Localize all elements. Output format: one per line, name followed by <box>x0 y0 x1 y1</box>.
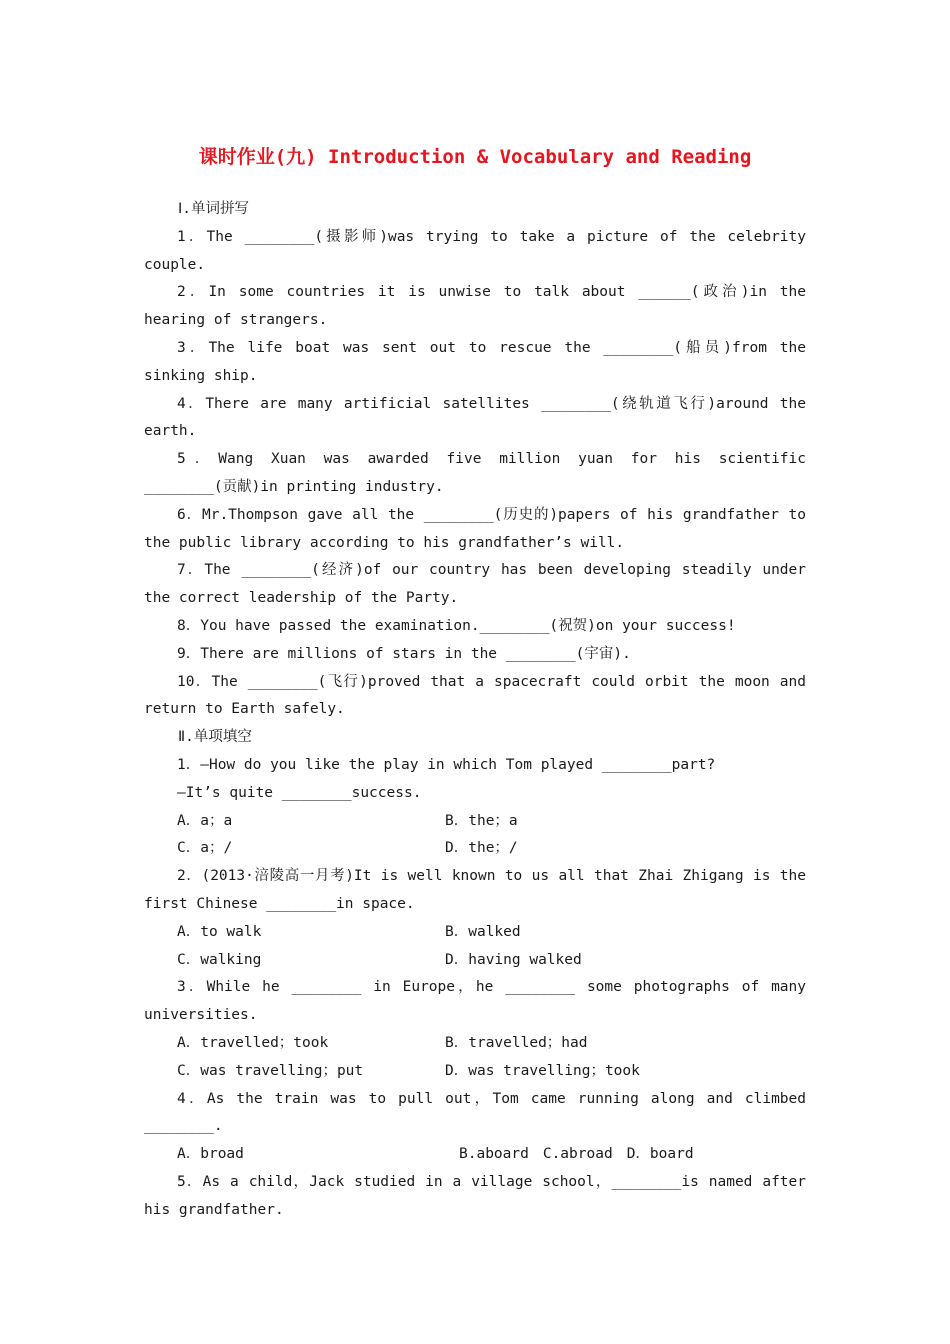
section-heading-multiple-choice: Ⅱ.单项填空 <box>178 729 252 746</box>
spelling-question-9: 9．There are millions of stars in the ________(宇宙). <box>177 645 631 662</box>
option-c: C．walking <box>177 951 262 968</box>
option-d: D．having walked <box>445 951 582 968</box>
spelling-question-2: 2．In some countries it is unwise to talk about ______(政治)in the hearing of strangers. <box>144 284 806 329</box>
option-c: C.abroad <box>542 1146 613 1163</box>
option-a: A．broad <box>177 1146 244 1163</box>
section-heading-spelling: Ⅰ.单词拼写 <box>178 201 250 217</box>
spelling-question-1: 1．The ________(摄影师)was trying to take a picture of the celebrity couple. <box>144 228 806 273</box>
choice-question-4-options <box>144 1141 806 1169</box>
choice-question-2-options-row-1 <box>144 919 806 947</box>
choice-question-1-line-2: —It’s quite ________success. <box>177 784 422 801</box>
spelling-question-8: 8．You have passed the examination.________(祝贺)on your success! <box>177 617 736 634</box>
choice-question-1-options-row-1 <box>144 808 806 836</box>
spelling-question-7: 7．The ________(经济)of our country has been developing steadily under the correct leadership of the Party. <box>144 562 806 607</box>
page-title: 课时作业(九) Introduction & Vocabulary and Reading <box>198 146 752 168</box>
option-d: D．was travelling；took <box>445 1062 640 1079</box>
option-c: C．was travelling；put <box>177 1062 364 1079</box>
choice-question-1-line-1: 1．—How do you like the play in which Tom played ________part? <box>177 756 716 773</box>
spelling-question-6: 6．Mr.Thompson gave all the ________(历史的)papers of his grandfather to the public library according to his grandfather’s will. <box>144 506 806 551</box>
option-a: A．travelled；took <box>177 1034 329 1051</box>
option-b: B．walked <box>445 923 521 940</box>
worksheet-content <box>144 196 806 1224</box>
spelling-question-10: 10．The ________(飞行)proved that a spacecraft could orbit the moon and return to Earth safely. <box>144 673 806 718</box>
choice-question-2-options-row-2 <box>144 947 806 975</box>
option-d: D．the；/ <box>445 840 518 857</box>
choice-question-5: 5．As a child，Jack studied in a village school，________is named after his grandfather. <box>144 1173 806 1218</box>
choice-question-2: 2．(2013·涪陵高一月考)It is well known to us all that Zhai Zhigang is the first Chinese ________in space. <box>144 868 806 912</box>
option-b: B.aboard <box>459 1146 529 1163</box>
option-b: B．travelled；had <box>445 1034 588 1051</box>
option-a: A．to walk <box>177 923 262 940</box>
option-d: D．board <box>626 1146 694 1163</box>
spelling-question-5: 5．Wang Xuan was awarded five million yuan for his scientific ________(贡献)in printing industry. <box>144 451 806 495</box>
spelling-question-3: 3．The life boat was sent out to rescue the ________(船员)from the sinking ship. <box>144 339 806 384</box>
choice-question-3-options-row-1 <box>144 1030 806 1058</box>
option-a: A．a；a <box>177 812 233 829</box>
choice-question-3: 3．While he ________ in Europe，he ________ some photographs of many universities. <box>144 979 806 1024</box>
choice-question-4: 4．As the train was to pull out，Tom came running along and climbed ________. <box>144 1090 806 1135</box>
choice-question-3-options-row-2 <box>144 1058 806 1086</box>
choice-question-1-options-row-2 <box>144 835 806 863</box>
spelling-question-4: 4．There are many artificial satellites ________(绕轨道飞行)around the earth. <box>144 395 806 440</box>
option-b: B．the；a <box>445 812 518 829</box>
option-c: C．a；/ <box>177 840 233 857</box>
